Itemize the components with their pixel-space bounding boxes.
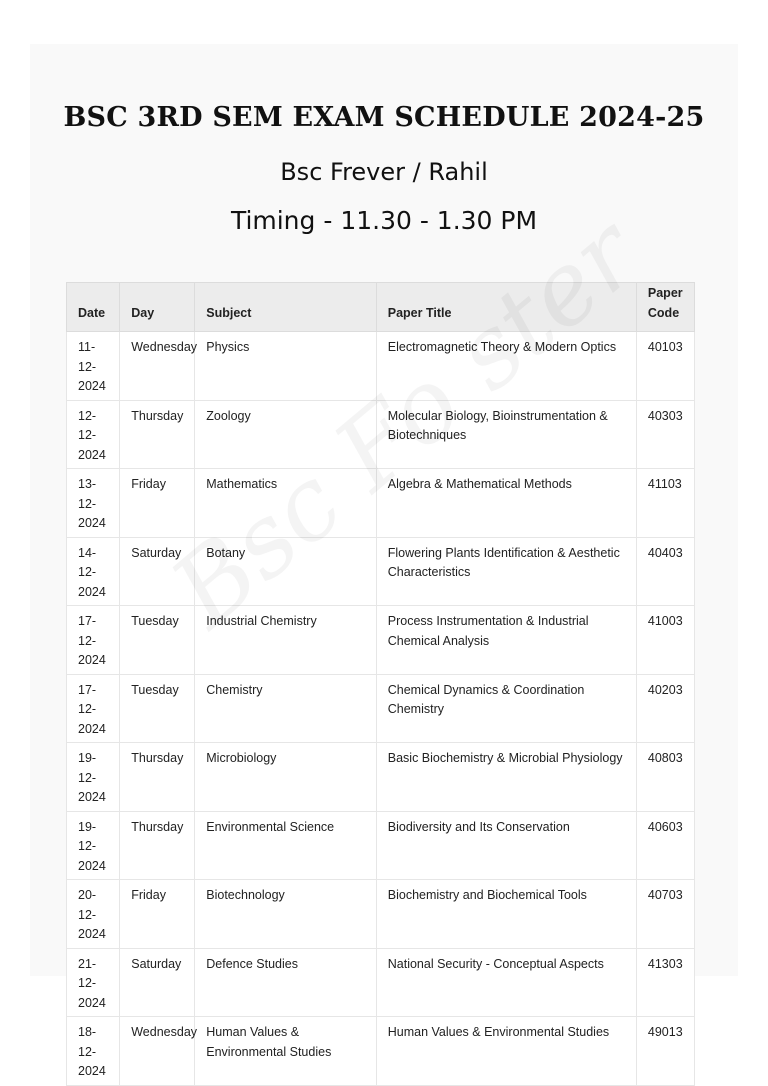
table-row <box>67 469 695 538</box>
cell-day: Friday <box>120 880 195 949</box>
cell-paper-code: 40103 <box>636 332 694 401</box>
table-row <box>67 674 695 743</box>
table-row <box>67 537 695 606</box>
cell-date: 19-12-2024 <box>67 743 120 812</box>
table-row <box>67 1017 695 1086</box>
cell-subject: Industrial Chemistry <box>195 606 377 675</box>
cell-date: 13-12-2024 <box>67 469 120 538</box>
cell-date: 12-12-2024 <box>67 400 120 469</box>
cell-day: Tuesday <box>120 674 195 743</box>
cell-subject: Microbiology <box>195 743 377 812</box>
cell-paper-title: Electromagnetic Theory & Modern Optics <box>376 332 636 401</box>
table-row <box>67 332 695 401</box>
cell-date: 21-12-2024 <box>67 948 120 1017</box>
cell-day: Thursday <box>120 743 195 812</box>
cell-paper-code: 49013 <box>636 1017 694 1086</box>
cell-paper-title: Flowering Plants Identification & Aesthetic Characteristics <box>376 537 636 606</box>
cell-paper-title: National Security - Conceptual Aspects <box>376 948 636 1017</box>
col-header-day: Day <box>120 283 195 332</box>
cell-paper-code: 40403 <box>636 537 694 606</box>
col-header-date: Date <box>67 283 120 332</box>
cell-paper-code: 41003 <box>636 606 694 675</box>
col-header-paper-code: Paper Code <box>636 283 694 332</box>
cell-day: Wednesday <box>120 1017 195 1086</box>
cell-paper-code: 40703 <box>636 880 694 949</box>
cell-day: Thursday <box>120 811 195 880</box>
table-row <box>67 948 695 1017</box>
cell-paper-title: Molecular Biology, Bioinstrumentation & Biotechniques <box>376 400 636 469</box>
cell-day: Saturday <box>120 537 195 606</box>
table-header-row <box>67 283 695 332</box>
table-row <box>67 400 695 469</box>
cell-paper-title: Algebra & Mathematical Methods <box>376 469 636 538</box>
cell-day: Wednesday <box>120 332 195 401</box>
cell-paper-title: Human Values & Environmental Studies <box>376 1017 636 1086</box>
cell-date: 18-12-2024 <box>67 1017 120 1086</box>
page-title: BSC 3RD SEM EXAM SCHEDULE 2024-25 <box>63 102 705 133</box>
table-row <box>67 811 695 880</box>
cell-paper-title: Basic Biochemistry & Microbial Physiology <box>376 743 636 812</box>
page-subtitle: Bsc Frever / Rahil <box>280 158 488 186</box>
cell-subject: Human Values & Environmental Studies <box>195 1017 377 1086</box>
cell-subject: Botany <box>195 537 377 606</box>
cell-paper-title: Process Instrumentation & Industrial Chemical Analysis <box>376 606 636 675</box>
exam-schedule-table <box>66 282 695 1086</box>
cell-paper-title: Biodiversity and Its Conservation <box>376 811 636 880</box>
table-body <box>67 332 695 1086</box>
cell-date: 17-12-2024 <box>67 606 120 675</box>
cell-paper-title: Biochemistry and Biochemical Tools <box>376 880 636 949</box>
cell-paper-title: Chemical Dynamics & Coordination Chemistry <box>376 674 636 743</box>
cell-paper-code: 40603 <box>636 811 694 880</box>
cell-day: Thursday <box>120 400 195 469</box>
cell-day: Saturday <box>120 948 195 1017</box>
cell-subject: Biotechnology <box>195 880 377 949</box>
cell-date: 17-12-2024 <box>67 674 120 743</box>
cell-day: Friday <box>120 469 195 538</box>
exam-timing: Timing - 11.30 - 1.30 PM <box>230 206 538 235</box>
cell-date: 19-12-2024 <box>67 811 120 880</box>
table-row <box>67 743 695 812</box>
cell-subject: Chemistry <box>195 674 377 743</box>
cell-day: Tuesday <box>120 606 195 675</box>
cell-date: 20-12-2024 <box>67 880 120 949</box>
cell-paper-code: 40803 <box>636 743 694 812</box>
cell-subject: Defence Studies <box>195 948 377 1017</box>
cell-subject: Mathematics <box>195 469 377 538</box>
cell-subject: Zoology <box>195 400 377 469</box>
table-row <box>67 606 695 675</box>
table-row <box>67 880 695 949</box>
cell-paper-code: 41103 <box>636 469 694 538</box>
cell-paper-code: 40303 <box>636 400 694 469</box>
col-header-paper-title: Paper Title <box>376 283 636 332</box>
cell-date: 14-12-2024 <box>67 537 120 606</box>
cell-paper-code: 41303 <box>636 948 694 1017</box>
col-header-subject: Subject <box>195 283 377 332</box>
cell-subject: Physics <box>195 332 377 401</box>
cell-paper-code: 40203 <box>636 674 694 743</box>
cell-date: 11-12-2024 <box>67 332 120 401</box>
cell-subject: Environmental Science <box>195 811 377 880</box>
